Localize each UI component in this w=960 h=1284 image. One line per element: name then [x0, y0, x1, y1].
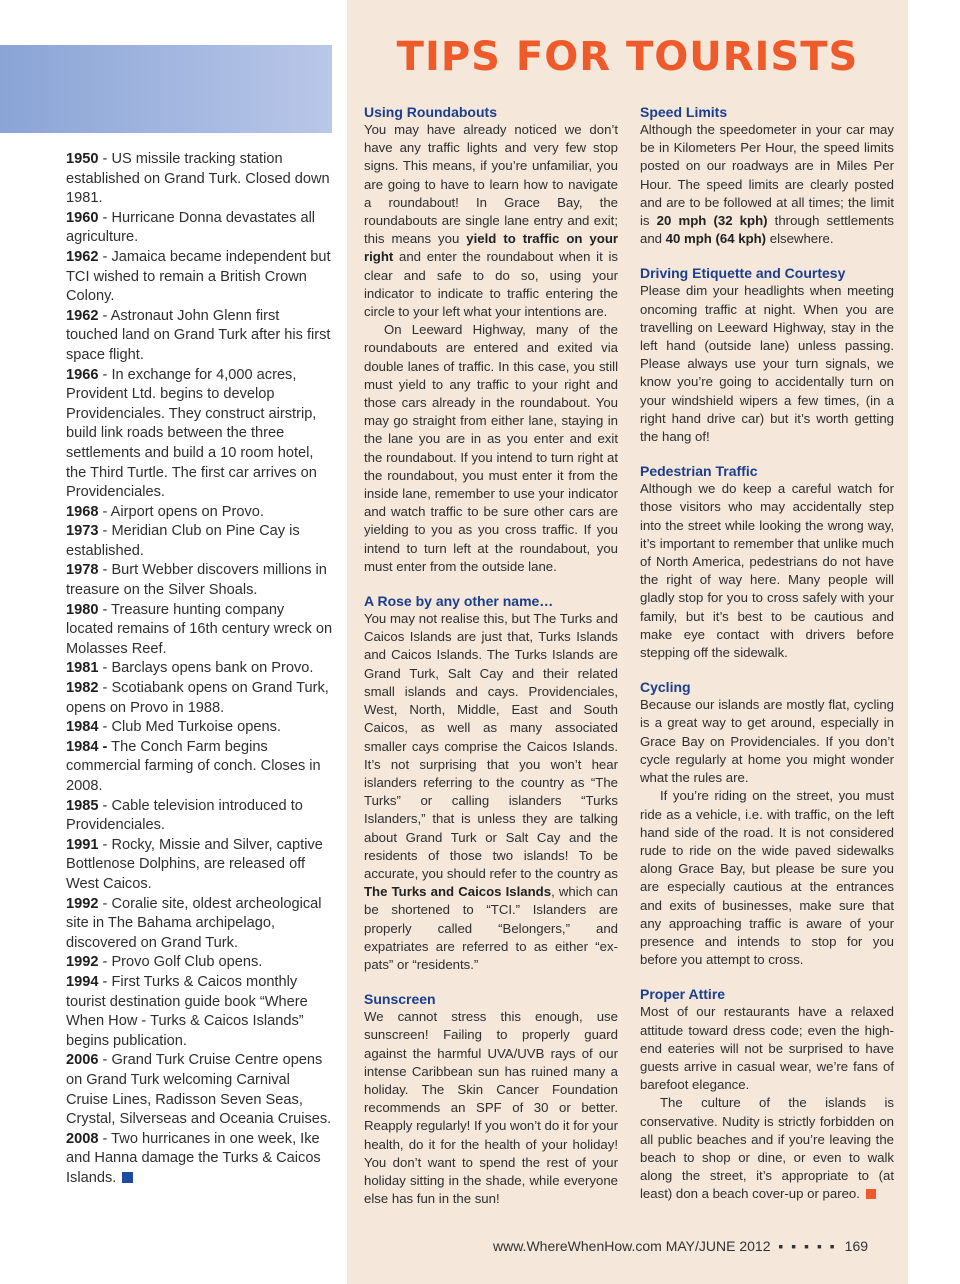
timeline-text: - Cable television introduced to Providenciales.	[66, 797, 303, 834]
timeline-year: 1985	[66, 797, 99, 814]
timeline-text: - Barclays opens bank on Provo.	[98, 660, 314, 677]
timeline-year: 1980	[66, 601, 99, 618]
timeline-entry	[66, 503, 334, 523]
end-mark-square	[122, 1172, 133, 1183]
timeline-text: - Two hurricanes in one week, Ike and Hanna damage the Turks & Caicos Islands.	[66, 1130, 321, 1186]
timeline-entry	[66, 561, 334, 600]
timeline-year: 1978	[66, 562, 99, 579]
section-heading: Driving Etiquette and Courtesy	[640, 265, 846, 282]
timeline-entry	[66, 679, 334, 718]
tips-column-right	[640, 103, 894, 1220]
text-run: You may not realise this, but The Turks and Caicos Islands are just that, Turks Islands and Caicos Islands. The Turks Islands are Grand Turk, Salt Cay and their related small islands and cays. Providenciales, West, North, Middle, East and South Caicos, as well as many associated smaller cays comprise the Caicos Islands. It’s not surprising that you won’t hear islanders referring to the country as “The Turks” or calling islanders “Turks Islanders,” that is unless they are talking about Grand Turk or Salt Cay and the residents of those two islands! To be accurate, you should refer to the country as	[364, 611, 618, 881]
section-driving-etiquette	[640, 264, 894, 446]
timeline-text: - First Turks & Caicos monthly tourist destination guide book “Where When How - Turks & Caicos Islands” begins publication.	[66, 973, 308, 1049]
section-heading: Pedestrian Traffic	[640, 463, 758, 480]
text-run: You may have already noticed we don’t have any traffic lights and very few stop signs. This means, if you’re unfamiliar, you are going to have to learn how to navigate a roundabout! In Grace Bay, the roundabouts are single lane entry and exit; this means you	[364, 122, 618, 247]
end-mark-square	[866, 1189, 876, 1199]
timeline-year: 1982	[66, 680, 99, 697]
section-roundabouts	[364, 103, 618, 576]
decorative-blue-banner	[0, 45, 332, 133]
timeline-year: 1950	[66, 151, 99, 167]
section-heading: Using Roundabouts	[364, 104, 497, 120]
timeline-year: 1960	[66, 209, 99, 226]
section-paragraph: Please dim your headlights when meeting oncoming traffic at night. When you are travelling on Leeward Highway, stay in the left hand (outside lane) unless passing. Please always use your turn signals, we know you’re going to accidentally turn on your windshield wipers a few times, (in a right hand drive car) but it’s worth getting the hang of!	[640, 283, 894, 445]
section-paragraph	[640, 121, 894, 248]
timeline-entry	[66, 797, 334, 836]
section-pedestrian-traffic	[640, 462, 894, 662]
timeline-entry	[66, 1130, 334, 1189]
timeline-year: 1973	[66, 523, 99, 540]
timeline-text: - Scotiabank opens on Grand Turk, opens on Provo in 1988.	[66, 680, 329, 716]
timeline-text: - Burt Webber discovers millions in treasure on the Silver Shoals.	[66, 562, 327, 599]
timeline-entry	[66, 953, 334, 973]
emphasis-run: The Turks and Caicos Islands	[364, 884, 552, 900]
timeline-entry	[66, 209, 334, 248]
timeline-year: 1962	[66, 307, 99, 324]
timeline-text: - Grand Turk Cruise Centre opens on Grand Turk welcoming Carnival Cruise Lines, Radisson Seven Seas, Crystal, Silverseas and Oceania Cruises.	[66, 1052, 332, 1128]
timeline-text: The Conch Farm begins commercial farming of conch. Closes in 2008.	[66, 738, 321, 794]
timeline-entry	[66, 659, 334, 679]
section-paragraph: Most of our restaurants have a relaxed attitude toward dress code; even the high-end eateries will not be surprised to have guests arrive in casual wear, we’re fans of barefoot elegance.	[640, 1004, 894, 1093]
timeline-year: 1981	[66, 660, 99, 677]
footer-website: www.WhereWhenHow.com	[493, 1238, 662, 1254]
timeline-text: - Jamaica became independent but TCI wished to remain a British Crown Colony.	[66, 248, 331, 305]
page-footer	[493, 1238, 893, 1254]
section-speed-limits	[640, 103, 894, 248]
timeline-year: 1984 -	[66, 738, 108, 755]
tips-column-middle	[364, 103, 618, 1224]
section-heading: Speed Limits	[640, 104, 728, 120]
timeline-entry	[66, 738, 334, 797]
section-heading: Cycling	[640, 679, 691, 696]
section-paragraph: We cannot stress this enough, use sunscreen! Failing to properly guard against the harmful UVA/UVB rays of our intense Caribbean sun has ruined many a holiday. The Skin Cancer Foundation recommends an SPF of 30 or better. Reapply regularly! If you won’t do it for your health, do it for the health of your holiday! You don’t want to spend the rest of your holiday sitting in the shade, while everyone else has fun in the sun!	[364, 1009, 618, 1207]
timeline-text: - US missile tracking station established on Grand Turk. Closed down 1981.	[66, 151, 330, 207]
section-rose-by-any-other-name	[364, 592, 618, 974]
text-run: and enter the roundabout when it is clear and safe to do so, using your indicator to indicate to traffic entering the circle to your left what your intentions are.	[364, 249, 618, 320]
history-timeline	[66, 150, 334, 1188]
timeline-entry	[66, 522, 334, 561]
timeline-entry	[66, 150, 334, 209]
timeline-text: - Club Med Turkoise opens.	[98, 719, 281, 736]
timeline-text: - Provo Golf Club opens.	[98, 954, 263, 971]
section-proper-attire	[640, 985, 894, 1203]
timeline-year: 1992	[66, 895, 99, 912]
page-number: 169	[844, 1238, 869, 1254]
timeline-year: 2008	[66, 1130, 99, 1147]
timeline-text: - Airport opens on Provo.	[98, 503, 264, 520]
section-cycling	[640, 678, 894, 969]
timeline-text: - Coralie site, oldest archeological site in The Bahama archipelago, discovered on Grand Turk.	[66, 895, 322, 951]
timeline-year: 1991	[66, 836, 99, 853]
emphasis-run: 40 mph (64 kph)	[665, 231, 767, 247]
text-run: through settlements and	[640, 213, 894, 247]
timeline-entry	[66, 1051, 334, 1129]
footer-issue: MAY/JUNE 2012	[665, 1238, 771, 1254]
timeline-entry	[66, 366, 334, 503]
timeline-year: 1968	[66, 503, 99, 520]
timeline-text: - Rocky, Missie and Silver, captive Bottlenose Dolphins, are released off West Caicos.	[66, 836, 323, 892]
timeline-text: - Astronaut John Glenn first touched land on Grand Turk after his first space flight.	[66, 307, 331, 363]
timeline-year: 2006	[66, 1052, 99, 1069]
section-paragraph: If you’re riding on the street, you must ride as a vehicle, i.e. with traffic, on the left hand side of the road. It is not considered rude to ride on the wide paved sidewalks along Grace Bay, but please be sure you are especially cautious at the entrances and exits of businesses, make sure that any approaching traffic is aware of your presence and intends to stop for you before you attempt to cross.	[640, 788, 894, 968]
section-paragraph: Although we do keep a careful watch for those visitors who may accidentally step into the street while looking the wrong way, it’s important to remember that unlike much of North America, pedestrians do not have the right of way here. Many people will gladly stop for you to cross safely with your family, but it’s best to be cautious and make eye contact with drivers before stepping off the sidewalk.	[640, 481, 894, 661]
section-paragraph	[364, 610, 618, 974]
timeline-entry	[66, 718, 334, 738]
text-run: elsewhere.	[766, 231, 834, 247]
section-paragraph	[640, 1094, 894, 1203]
timeline-entry	[66, 307, 334, 366]
page-title: TIPS FOR TOURISTS	[396, 34, 859, 80]
timeline-year: 1962	[66, 248, 99, 265]
timeline-entry	[66, 836, 334, 895]
section-sunscreen	[364, 990, 618, 1208]
timeline-text: - In exchange for 4,000 acres, Provident Ltd. begins to develop Providenciales. They construct airstrip, build link roads between the three settlements and build a 10 room hotel, the Third Turtle. The first car arrives on Providenciales.	[66, 366, 317, 501]
timeline-entry	[66, 895, 334, 954]
timeline-year: 1994	[66, 973, 99, 990]
timeline-text: - Meridian Club on Pine Cay is established.	[66, 523, 300, 559]
timeline-entry	[66, 973, 334, 1051]
timeline-year: 1966	[66, 366, 99, 383]
timeline-entry	[66, 248, 334, 307]
timeline-year: 1992	[66, 954, 99, 971]
section-heading: Proper Attire	[640, 986, 726, 1003]
section-heading: Sunscreen	[364, 991, 436, 1008]
emphasis-run: yield to traffic on your right	[364, 231, 619, 265]
section-paragraph	[364, 121, 618, 321]
emphasis-run: 20 mph (32 kph)	[656, 213, 768, 229]
section-paragraph: Because our islands are mostly flat, cycling is a great way to get around, especially in Grace Bay on Providenciales. If you don’t cycle regularly at home you might wonder what the rules are.	[640, 697, 894, 786]
section-paragraph: On Leeward Highway, many of the roundabouts are entered and exited via double lanes of traffic. In this case, you still must yield to any traffic to your right and those cars already in the roundabout. You may go straight from either lane, staying in the lane you are in as you enter and exit the roundabout. If you intend to turn right at the roundabout, you must enter it from the inside lane, remember to use your indicator and watch traffic to be sure other cars are yielding to you as you cross traffic. If you intend to turn left at the roundabout, you must enter from the outside lane.	[364, 322, 618, 574]
timeline-text: - Hurricane Donna devastates all agriculture.	[66, 209, 316, 246]
timeline-entry	[66, 601, 334, 660]
timeline-year: 1984	[66, 719, 99, 736]
text-run: , which can be shortened to “TCI.” Islanders are properly called “Belongers,” and expatriates are referred to as either “ex-pats” or “residents.”	[364, 884, 618, 972]
text-run: Although the speedometer in your car may be in Kilometers Per Hour, the speed limits posted on our roadways are in Miles Per Hour. The speed limits are clearly posted and are to be followed at all times; the limit is	[640, 122, 894, 229]
section-heading: A Rose by any other name…	[364, 593, 554, 610]
footer-dots: ▪ ▪ ▪ ▪ ▪	[778, 1238, 837, 1254]
timeline-text: - Treasure hunting company located remains of 16th century wreck on Molasses Reef.	[66, 601, 333, 657]
text-run: The culture of the islands is conservative. Nudity is strictly forbidden on all public beaches and if you’re leaving the beach to shop or dine, or even to walk along the street, it’s appropriate to (at least) don a beach cover-up or pareo.	[640, 1095, 894, 1202]
